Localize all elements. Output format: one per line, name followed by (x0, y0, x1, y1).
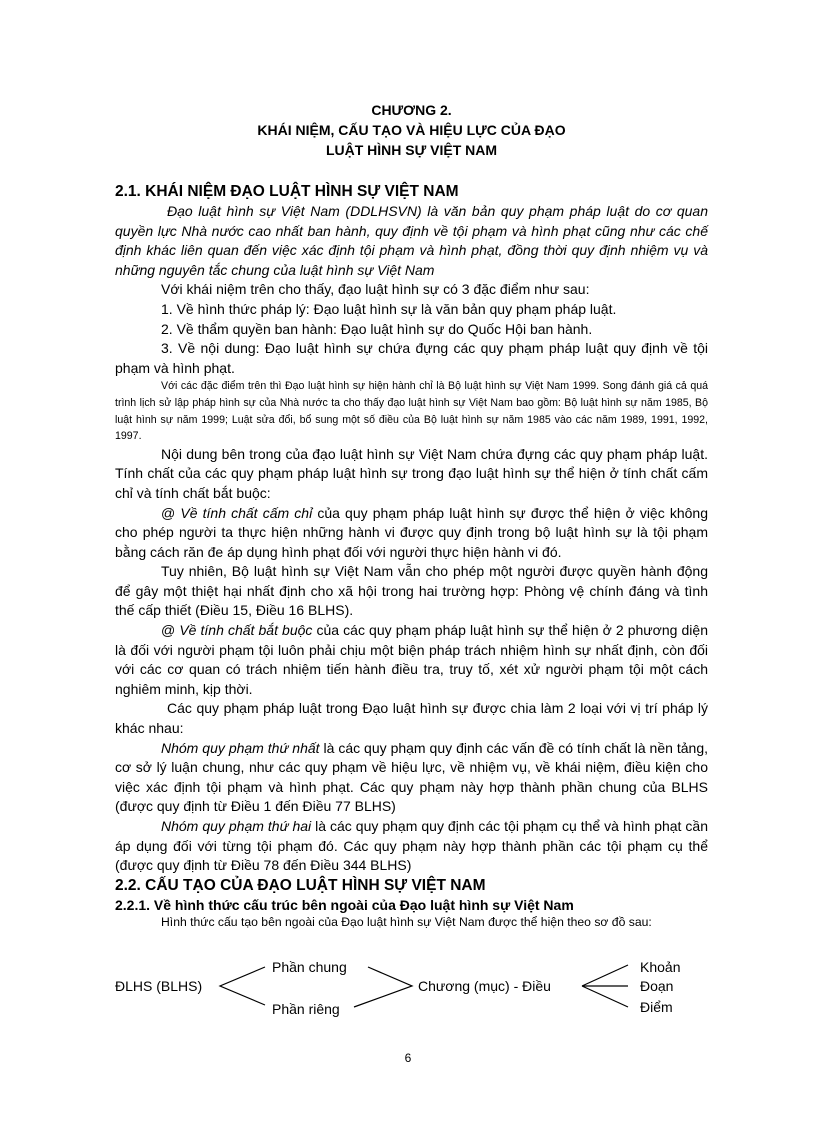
diagram-clause: Khoản (640, 959, 681, 975)
note-paragraph: Với các đặc điểm trên thì Đạo luật hình sự hiện hành chỉ là Bộ luật hình sự Việt Nam 1999. Song đánh giá cả quá trình lịch sử lập pháp hình sự của Nhà nước ta cho thấy đạo luật hình sự Việt Nam bao gồm: Bộ luật hình sự năm 1985, Bộ luật hình sự năm 1999; Luật sửa đổi, bổ sung một số điều của Bộ luật hình sự năm 1985 vào các năm 1989, 1991, 1992, 1997. (115, 380, 708, 443)
group-1-label: Nhóm quy phạm thứ nhất (161, 739, 320, 756)
root-fork-lines (220, 967, 265, 1005)
diagram-special-part: Phần riêng (272, 1001, 340, 1017)
prohibitive-bullet: @ (161, 504, 181, 521)
classification-paragraph: Các quy phạm pháp luật trong Đạo luật hình sự được chia làm 2 loại với vị trí pháp lý khác nhau: (115, 700, 708, 737)
prohibitive-text: của quy phạm pháp luật hình sự được thể hiện ở việc không cho phép người ta thực hiện những hành vi được quy định trong bộ luật hình sự là tội phạm bằng cách răn đe áp dụng hình phạt đối với người thực hiện hành vi đó. (115, 504, 709, 560)
group-1-text: là các quy phạm quy định các vấn đề có tính chất là nền tảng, cơ sở lý luận chung, như các quy phạm về hiệu lực, về nhiệm vụ, về khái niệm, điều kiện cho việc xác định tội phạm và hình phạt. Các quy phạm này hợp thành phần chung của BLHS (được quy định từ Điều 1 đến Điều 77 BLHS) (115, 739, 708, 815)
group-1-paragraph (115, 739, 708, 817)
mandatory-text: của các quy phạm pháp luật hình sự thể hiện ở 2 phương diện là đối với người phạm tội luôn phải chịu một biện pháp trách nhiệm hình sự nhất định, còn đối với các cơ quan có trách nhiệm tiến hành điều tra, truy tố, xét xử người phạm tội một cách nghiêm minh, kịp thời. (115, 622, 708, 697)
characteristic-3: 3. Về nội dung: Đạo luật hình sự chứa đựng các quy phạm pháp luật quy định về tội phạm và hình phạt. (115, 340, 708, 376)
leaf-fork-bottom (582, 986, 628, 1007)
diagram-root: ĐLHS (BLHS) (115, 978, 203, 994)
chapter-title-line-2: LUẬT HÌNH SỰ VIỆT NAM (325, 142, 498, 158)
however-paragraph: Tuy nhiên, Bộ luật hình sự Việt Nam vẫn cho phép một người được quyền hành động để gây một thiệt hại nhất định cho xã hội trong hai trường hợp: Phòng vệ chính đáng và tình thế cấp thiết (Điều 15, Điều 16 BLHS). (115, 563, 708, 619)
characteristic-2: 2. Về thẩm quyền ban hành: Đạo luật hình sự do Quốc Hội ban hành. (161, 320, 593, 337)
mandatory-bullet: @ (161, 622, 180, 639)
diagram-chapter-article: Chương (mục) - Điều (418, 978, 551, 994)
prohibitive-paragraph (115, 504, 708, 563)
group-2-paragraph (115, 817, 708, 876)
content-paragraph: Nội dung bên trong của đạo luật hình sự Việt Nam chứa đựng các quy phạm pháp luật. Tính chất của các quy phạm pháp luật hình sự trong đạo luật hình sự thể hiện ở tính chất cấm chỉ và tính chất bắt buộc: (115, 445, 708, 501)
section-2-2-1-heading: 2.2.1. Về hình thức cấu trúc bên ngoài của Đạo luật hình sự Việt Nam (115, 896, 574, 913)
diagram-point: Điểm (640, 999, 673, 1015)
chapter-number: CHƯƠNG 2. (371, 102, 452, 118)
section-2-1-heading: 2.1. KHÁI NIỆM ĐẠO LUẬT HÌNH SỰ VIỆT NAM (115, 183, 459, 200)
group-2-label: Nhóm quy phạm thứ hai (161, 818, 312, 834)
chapter-title-line-1: KHÁI NIỆM, CẤU TẠO VÀ HIỆU LỰC CỦA ĐẠO (257, 122, 566, 138)
group-2-text: là các quy phạm quy định các tội phạm cụ thể và hình phạt cần áp dụng đối với từng tội phạm đó. Các quy phạm này hợp thành phần các tội phạm cụ thể (được quy định từ Điều 78 đến Điều 344 BLHS) (115, 818, 709, 874)
mandatory-paragraph (115, 621, 708, 699)
structure-diagram (0, 955, 816, 1025)
diagram-caption: Hình thức cấu tạo bên ngoài của Đạo luật hình sự Việt Nam được thể hiện theo sơ đồ sau: (161, 914, 652, 929)
diagram-paragraph: Đoạn (640, 978, 674, 994)
section-2-2-heading: 2.2. CẤU TẠO CỦA ĐẠO LUẬT HÌNH SỰ VIỆT NAM (115, 876, 486, 894)
merge-lines (354, 967, 412, 1007)
leaf-fork-top (582, 965, 628, 986)
page-number: 6 (404, 1051, 412, 1065)
page-content (115, 100, 708, 930)
definition-paragraph: Đạo luật hình sự Việt Nam (DDLHSVN) là văn bản quy phạm pháp luật do cơ quan quyền lực Nhà nước cao nhất ban hành, quy định về tội phạm và hình phạt cũng như các chế định khác liên quan đến việc xác định tội phạm và hình phạt, đồng thời quy định nhiệm vụ và những nguyên tắc chung của luật hình sự Việt Nam (115, 203, 708, 278)
prohibitive-label: Về tính chất cấm chỉ (180, 504, 313, 521)
characteristics-intro: Với khái niệm trên cho thấy, đạo luật hình sự có 3 đặc điểm như sau: (161, 281, 590, 298)
characteristic-1: 1. Về hình thức pháp lý: Đạo luật hình sự là văn bản quy phạm pháp luật. (161, 300, 617, 317)
mandatory-label: Về tính chất bắt buộc (179, 622, 313, 639)
diagram-general-part: Phần chung (272, 959, 347, 975)
